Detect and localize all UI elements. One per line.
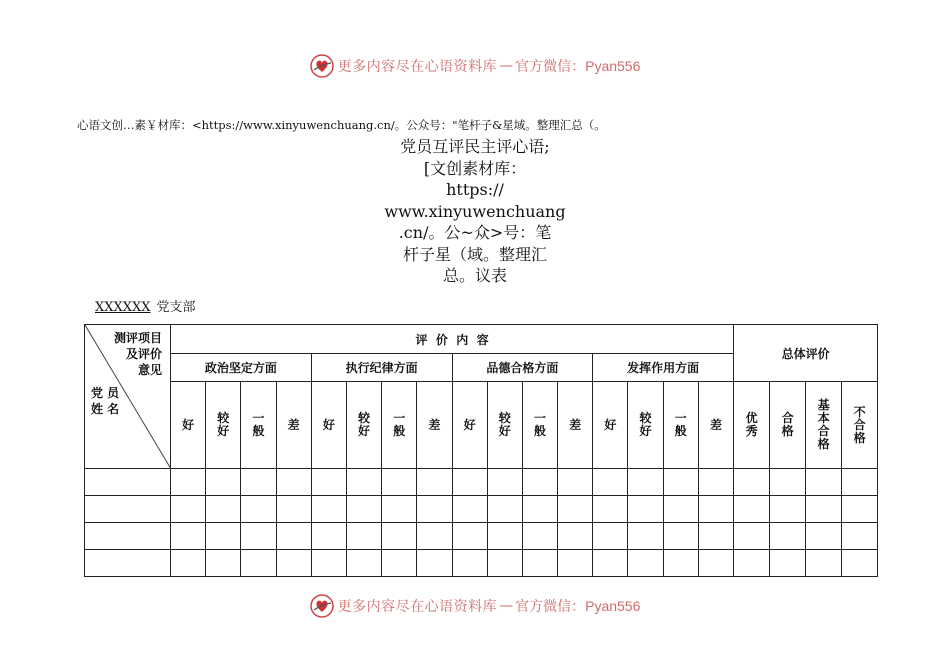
rating-cell[interactable] [382,550,417,577]
rating-cell[interactable] [842,550,878,577]
heart-logo-icon [310,594,334,618]
table-row [85,550,878,577]
rating-cell[interactable] [452,523,487,550]
diag-bottom-line: 姓 名 [91,402,120,416]
rating-cell[interactable] [487,523,522,550]
title-line: www.xinyuwenchuang [384,201,566,221]
rating-cell[interactable] [382,496,417,523]
banner-text: 更多内容尽在心语资料库 [337,599,498,615]
grade-header-1: 较 好 [206,382,241,469]
rating-cell[interactable] [593,469,628,496]
heart-logo-icon [310,54,334,78]
rating-cell[interactable] [663,469,698,496]
rating-cell[interactable] [241,469,276,496]
rating-cell[interactable] [770,496,806,523]
rating-cell[interactable] [452,469,487,496]
rating-cell[interactable] [663,523,698,550]
rating-cell[interactable] [628,469,663,496]
rating-cell[interactable] [346,523,381,550]
rating-cell[interactable] [663,550,698,577]
rating-cell[interactable] [382,469,417,496]
overall-grade-header-0: 优 秀 [734,382,770,469]
rating-cell[interactable] [698,469,733,496]
table-row [85,496,878,523]
branch-suffix: 党支部 [156,300,196,315]
rating-cell[interactable] [241,496,276,523]
banner-separator: — [499,58,514,74]
table-row [85,523,878,550]
diag-bottom-label [91,385,119,417]
rating-cell[interactable] [171,469,206,496]
diagonal-header-cell [85,325,171,469]
rating-cell[interactable] [276,550,311,577]
rating-cell[interactable] [806,496,842,523]
rating-cell[interactable] [206,469,241,496]
rating-cell[interactable] [806,550,842,577]
rating-cell[interactable] [770,550,806,577]
rating-cell[interactable] [734,550,770,577]
rating-cell[interactable] [842,523,878,550]
rating-cell[interactable] [770,523,806,550]
banner-contact: 官方微信：Pyan556 [515,58,641,74]
grade-header-0: 好 [311,382,346,469]
category-morality: 品德合格方面 [452,354,593,382]
rating-cell[interactable] [842,469,878,496]
document-title [330,136,620,287]
title-line: 党员互评民主评心语; [400,137,550,156]
grade-header-3: 差 [698,382,733,469]
rating-cell[interactable] [628,523,663,550]
grade-header-1: 较 好 [346,382,381,469]
rating-cell[interactable] [276,469,311,496]
rating-cell[interactable] [593,550,628,577]
rating-cell[interactable] [311,550,346,577]
diag-top-line: 及评价 [125,347,162,361]
rating-cell[interactable] [417,550,452,577]
rating-cell[interactable] [628,496,663,523]
rating-cell[interactable] [806,469,842,496]
rating-cell[interactable] [770,469,806,496]
rating-cell[interactable] [487,469,522,496]
evaluation-table [84,324,878,577]
rating-cell[interactable] [487,496,522,523]
rating-cell[interactable] [522,523,557,550]
rating-cell[interactable] [663,496,698,523]
rating-cell[interactable] [698,496,733,523]
overall-eval-header: 总体评价 [734,325,878,382]
diag-bottom-line: 党 员 [91,386,120,400]
rating-cell[interactable] [452,550,487,577]
rating-cell[interactable] [698,523,733,550]
grade-header-0: 好 [171,382,206,469]
diag-top-line: 意见 [137,363,162,377]
grade-header-0: 好 [452,382,487,469]
eval-content-header: 评 价 内 容 [171,325,734,354]
rating-cell[interactable] [171,523,206,550]
title-line: .cn/。公~众>号：笔 [398,223,552,242]
member-name-cell[interactable] [85,550,171,577]
diag-top-line: 测评项目 [113,331,162,345]
rating-cell[interactable] [558,550,593,577]
rating-cell[interactable] [241,550,276,577]
rating-cell[interactable] [593,496,628,523]
rating-cell[interactable] [558,523,593,550]
rating-cell[interactable] [806,523,842,550]
grade-header-2: 一 般 [241,382,276,469]
overall-grade-header-1: 合 格 [770,382,806,469]
banner-text: 更多内容尽在心语资料库 [337,59,498,75]
grade-header-2: 一 般 [382,382,417,469]
grade-header-3: 差 [558,382,593,469]
rating-cell[interactable] [698,550,733,577]
rating-cell[interactable] [487,550,522,577]
rating-cell[interactable] [311,523,346,550]
rating-cell[interactable] [417,469,452,496]
category-discipline: 执行纪律方面 [311,354,452,382]
table-row [85,469,878,496]
rating-cell[interactable] [171,550,206,577]
rating-cell[interactable] [558,496,593,523]
rating-cell[interactable] [171,496,206,523]
member-name-cell[interactable] [85,469,171,496]
rating-cell[interactable] [206,523,241,550]
rating-cell[interactable] [593,523,628,550]
rating-cell[interactable] [628,550,663,577]
rating-cell[interactable] [452,496,487,523]
rating-cell[interactable] [734,469,770,496]
grade-header-2: 一 般 [522,382,557,469]
rating-cell[interactable] [417,496,452,523]
overall-grade-header-2: 基 本 合 格 [806,382,842,469]
rating-cell[interactable] [346,496,381,523]
title-line: https:// [446,180,504,199]
grade-header-0: 好 [593,382,628,469]
overall-grade-header-3: 不 合 格 [842,382,878,469]
rating-cell[interactable] [346,469,381,496]
banner-separator: — [499,598,514,614]
branch-name: XXXXXX [95,300,151,315]
rating-cell[interactable] [734,523,770,550]
grade-header-1: 较 好 [487,382,522,469]
bottom-banner [0,592,950,620]
member-name-cell[interactable] [85,496,171,523]
rating-cell[interactable] [522,469,557,496]
rating-cell[interactable] [206,496,241,523]
rating-cell[interactable] [276,496,311,523]
title-line: 杆子星（域。整理汇 [402,244,547,264]
grade-header-3: 差 [276,382,311,469]
grade-header-1: 较 好 [628,382,663,469]
category-role: 发挥作用方面 [593,354,734,382]
title-line: 总。议表 [442,266,507,285]
rating-cell[interactable] [842,496,878,523]
branch-line [85,296,196,315]
rating-cell[interactable] [417,523,452,550]
member-name-cell[interactable] [85,523,171,550]
grade-header-3: 差 [417,382,452,469]
rating-cell[interactable] [206,550,241,577]
rating-cell[interactable] [241,523,276,550]
diag-top-label [114,330,162,378]
banner-contact: 官方微信：Pyan556 [515,598,641,614]
grade-header-2: 一 般 [663,382,698,469]
rating-cell[interactable] [558,469,593,496]
rating-cell[interactable] [346,550,381,577]
rating-cell[interactable] [276,523,311,550]
rating-cell[interactable] [382,523,417,550]
category-political: 政治坚定方面 [171,354,312,382]
rating-cell[interactable] [311,469,346,496]
top-banner [0,52,950,80]
rating-cell[interactable] [734,496,770,523]
rating-cell[interactable] [522,550,557,577]
title-line: [文创素材库： [423,158,527,178]
source-header-line: 心语文创…素￥材库：<https://www.xinyuwenchuang.cn/。公众号："笔杆子&星域。整理汇总（。 [77,118,606,132]
rating-cell[interactable] [311,496,346,523]
rating-cell[interactable] [522,496,557,523]
